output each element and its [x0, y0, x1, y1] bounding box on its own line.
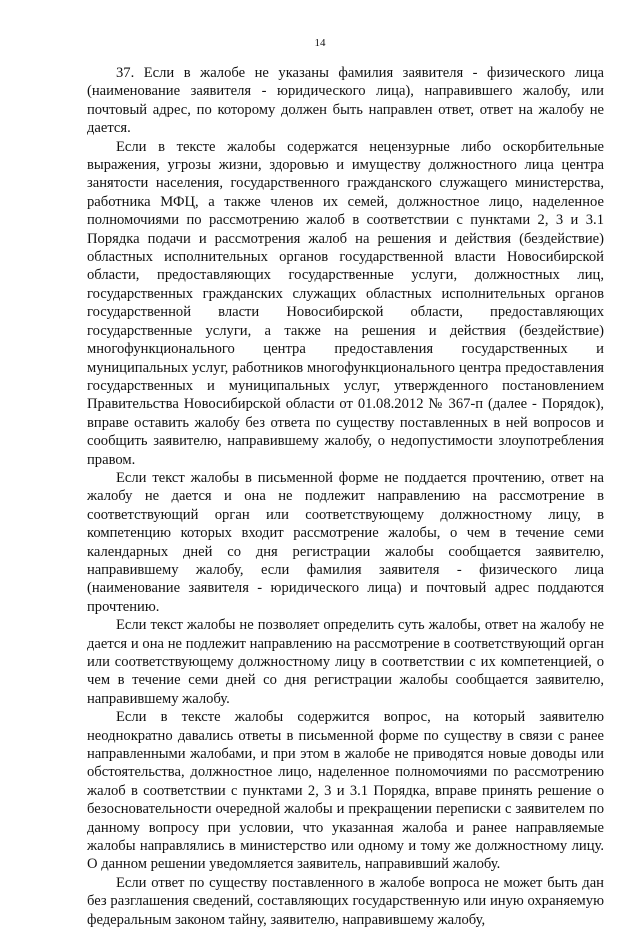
paragraph-unclear-essence: Если текст жалобы не позволяет определить суть жалобы, ответ на жалобу не дается и она не подлежит направлению на рассмотрение в соответствующий орган или соответствующему должностному лицу в соответствии с их компетенцией, о чем в течение семи дней со дня регистрации жалобы сообщается заявителю, направившему жалобу.: [87, 617, 604, 707]
paragraph-protected-secret: Если ответ по существу поставленного в жалобе вопроса не может быть дан без разглашения сведений, составляющих государственную или иную охраняемую федеральным законом тайну, заявителю, направившему жалобу,: [87, 874, 604, 928]
paragraph-item-37: 37. Если в жалобе не указаны фамилия заявителя - физического лица (наименование заявителя - юридического лица), направившего жалобу, или почтовый адрес, по которому должен быть направлен ответ, ответ на жалобу не дается.: [87, 65, 604, 137]
document-body: [87, 64, 604, 929]
paragraph-repeated-question: Если в тексте жалобы содержится вопрос, на который заявителю неоднократно давались ответы в письменной форме по существу в связи с ранее направленными жалобами, и при этом в жалобе не приводятся новые доводы или обстоятельства, должностное лицо, наделенное полномочиями по рассмотрению жалоб в соответствии с пунктами 2, 3 и 3.1 Порядка, вправе принять решение о безосновательности очередной жалобы и прекращении переписки с заявителем по данному вопросу при условии, что указанная жалоба и ранее направляемые жалобы направлялись в министерство или одному и тому же должностному лицу. О данном решении уведомляется заявитель, направивший жалобу.: [87, 709, 604, 873]
paragraph-offensive-language: Если в тексте жалобы содержатся нецензурные либо оскорбительные выражения, угрозы жизни, здоровью и имуществу должностного лица центра занятости населения, государственного гражданского служащего министерства, работника МФЦ, а также членов их семей, должностное лицо, наделенное полномочиями по рассмотрению жалоб в соответствии с пунктами 2, 3 и 3.1 Порядка подачи и рассмотрения жалоб на решения и действия (бездействие) областных исполнительных органов государственной власти Новосибирской области, предоставляющих государственные услуги, должностных лиц, государственных гражданских служащих областных исполнительных органов государственной власти Новосибирской области, предоставляющих государственные услуги, а также на решения и действия (бездействие) многофункционального центра предоставления государственных и муниципальных услуг, работников многофункционального центра предоставления государственных и муниципальных услуг, утвержденного постановлением Правительства Новосибирской области от 01.08.2012 № 367-п (далее - Порядок), вправе оставить жалобу без ответа по существу поставленных в ней вопросов и сообщить заявителю, направившему жалобу, о недопустимости злоупотребления правом.: [87, 138, 604, 468]
page-number: 14: [314, 37, 326, 49]
paragraph-unreadable-text: Если текст жалобы в письменной форме не поддается прочтению, ответ на жалобу не дается и она не подлежит направлению на рассмотрение в соответствующий орган или соответствующему должностному лицу, в компетенцию которых входит рассмотрение жалобы, о чем в течение семи календарных дней со дня регистрации жалобы сообщается заявителю, направившему жалобу, если фамилия заявителя - физического лица (наименование заявителя - юридического лица) и почтовый адрес поддаются прочтению.: [87, 469, 604, 615]
